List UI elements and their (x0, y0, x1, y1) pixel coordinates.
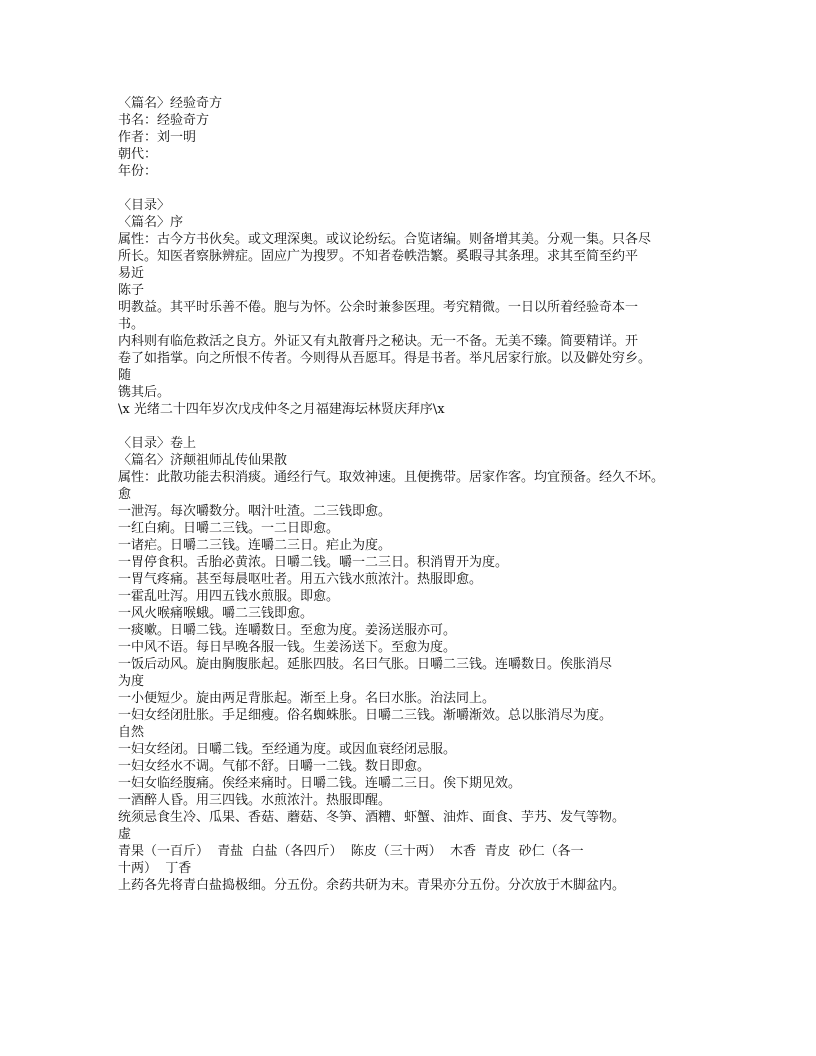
text-line: 愈 (118, 487, 132, 502)
text-line: 所长。知医者察脉辨症。固应广为搜罗。不知者卷帙浩繁。奚暇寻其条理。求其至简至约平 (118, 249, 639, 264)
text-line: 属性：古今方书伙矣。或文理深奥。或议论纷纭。合览诸编。则备增其美。分观一集。只各尽 (118, 232, 652, 247)
text-line: \x 光绪二十四年岁次戊戌仲冬之月福建海坛林贤庆拜序\x (118, 402, 445, 417)
text-line: 陈子 (118, 283, 145, 298)
preface-body (118, 231, 718, 418)
text-line: 明教益。其平时乐善不倦。胞与为怀。公余时兼参医理。考究精微。一日以所着经验奇本一 (118, 300, 639, 315)
text-line: 一红白痢。日嚼二三钱。一二日即愈。 (118, 521, 340, 536)
recipe-title: 〈篇名〉济颠祖师乩传仙果散 (118, 453, 288, 468)
text-line: 一胃气疼痛。甚至每晨呕吐者。用五六钱水煎浓汁。热服即愈。 (118, 572, 483, 587)
text-line: 统须忌食生冷、瓜果、香菇、蘑菇、冬笋、酒糟、虾蟹、油炸、面食、芋艿、发气等物。 (118, 810, 626, 825)
preface-title: 〈篇名〉序 (118, 215, 184, 230)
recipe-body (118, 469, 718, 894)
text-line: 一妇女经闭。日嚼二钱。至经通为度。或因血衰经闭忌服。 (118, 742, 457, 757)
text-line: 镌其后。 (118, 385, 171, 400)
text-line: 一霍乱吐泻。用四五钱水煎服。即愈。 (118, 589, 340, 604)
article-title: 〈篇名〉经验奇方 (118, 96, 223, 111)
volume-label: 〈目录〉卷上 (118, 436, 197, 451)
spacer (118, 418, 718, 435)
text-line: 一诸疟。日嚼二三钱。连嚼二三日。疟止为度。 (118, 538, 392, 553)
text-line: 一泄泻。每次嚼数分。咽汁吐渣。二三钱即愈。 (118, 504, 392, 519)
text-line: 上药各先将青白盐捣极细。分五份。余药共研为末。青果亦分五份。分次放于木脚盆内。 (118, 878, 626, 893)
text-line: 为度 (118, 674, 145, 689)
text-line: 卷了如指掌。向之所恨不传者。今则得从吾愿耳。得是书者。举凡居家行旅。以及僻处穷乡。 (118, 351, 652, 366)
text-line: 一妇女经水不调。气郁不舒。日嚼一二钱。数日即愈。 (118, 759, 431, 774)
author: 作者：刘一明 (118, 130, 197, 145)
dynasty: 朝代： (118, 147, 158, 162)
text-line: 一痰嗽。日嚼二钱。连嚼数日。至愈为度。姜汤送服亦可。 (118, 623, 457, 638)
text-line: 易近 (118, 266, 145, 281)
text-line: 内科则有临危救活之良方。外证又有丸散膏丹之秘诀。无一不备。无美不臻。简要精详。开 (118, 334, 639, 349)
text-line: 一酒醉人昏。用三四钱。水煎浓汁。热服即醒。 (118, 793, 392, 808)
book-name: 书名：经验奇方 (118, 113, 210, 128)
text-line: 一中风不语。每日早晚各服一钱。生姜汤送下。至愈为度。 (118, 640, 457, 655)
text-line: 青果（一百斤） 青盐 白盐（各四斤） 陈皮（三十两） 木香 青皮 砂仁（各一 (118, 844, 584, 859)
text-line: 十两） 丁香 (118, 861, 192, 876)
toc-label: 〈目录〉 (118, 198, 171, 213)
text-line: 一妇女临经腹痛。俟经来痛时。日嚼二钱。连嚼二三日。俟下期见效。 (118, 776, 522, 791)
text-line: 属性：此散功能去积消痰。通经行气。取效神速。且便携带。居家作客。均宜预备。经久不坏。 (118, 470, 665, 485)
document-body (118, 95, 718, 894)
text-line: 自然 (118, 725, 145, 740)
text-line: 虚 (118, 827, 132, 842)
spacer (118, 180, 718, 197)
text-line: 一风火喉痛喉蛾。嚼二三钱即愈。 (118, 606, 314, 621)
text-line: 一小便短少。旋由两足背胀起。渐至上身。名曰水胀。治法同上。 (118, 691, 496, 706)
text-line: 随 (118, 368, 132, 383)
text-line: 一妇女经闭肚胀。手足细瘦。俗名蜘蛛胀。日嚼二三钱。渐嚼渐效。总以胀消尽为度。 (118, 708, 613, 723)
text-line: 书。 (118, 317, 145, 332)
year: 年份： (118, 164, 158, 179)
text-line: 一胃停食积。舌胎必黄浓。日嚼二钱。嚼一二三日。积消胃开为度。 (118, 555, 509, 570)
text-line: 一饭后动风。旋由胸腹胀起。延胀四肢。名曰气胀。日嚼二三钱。连嚼数日。俟胀消尽 (118, 657, 613, 672)
